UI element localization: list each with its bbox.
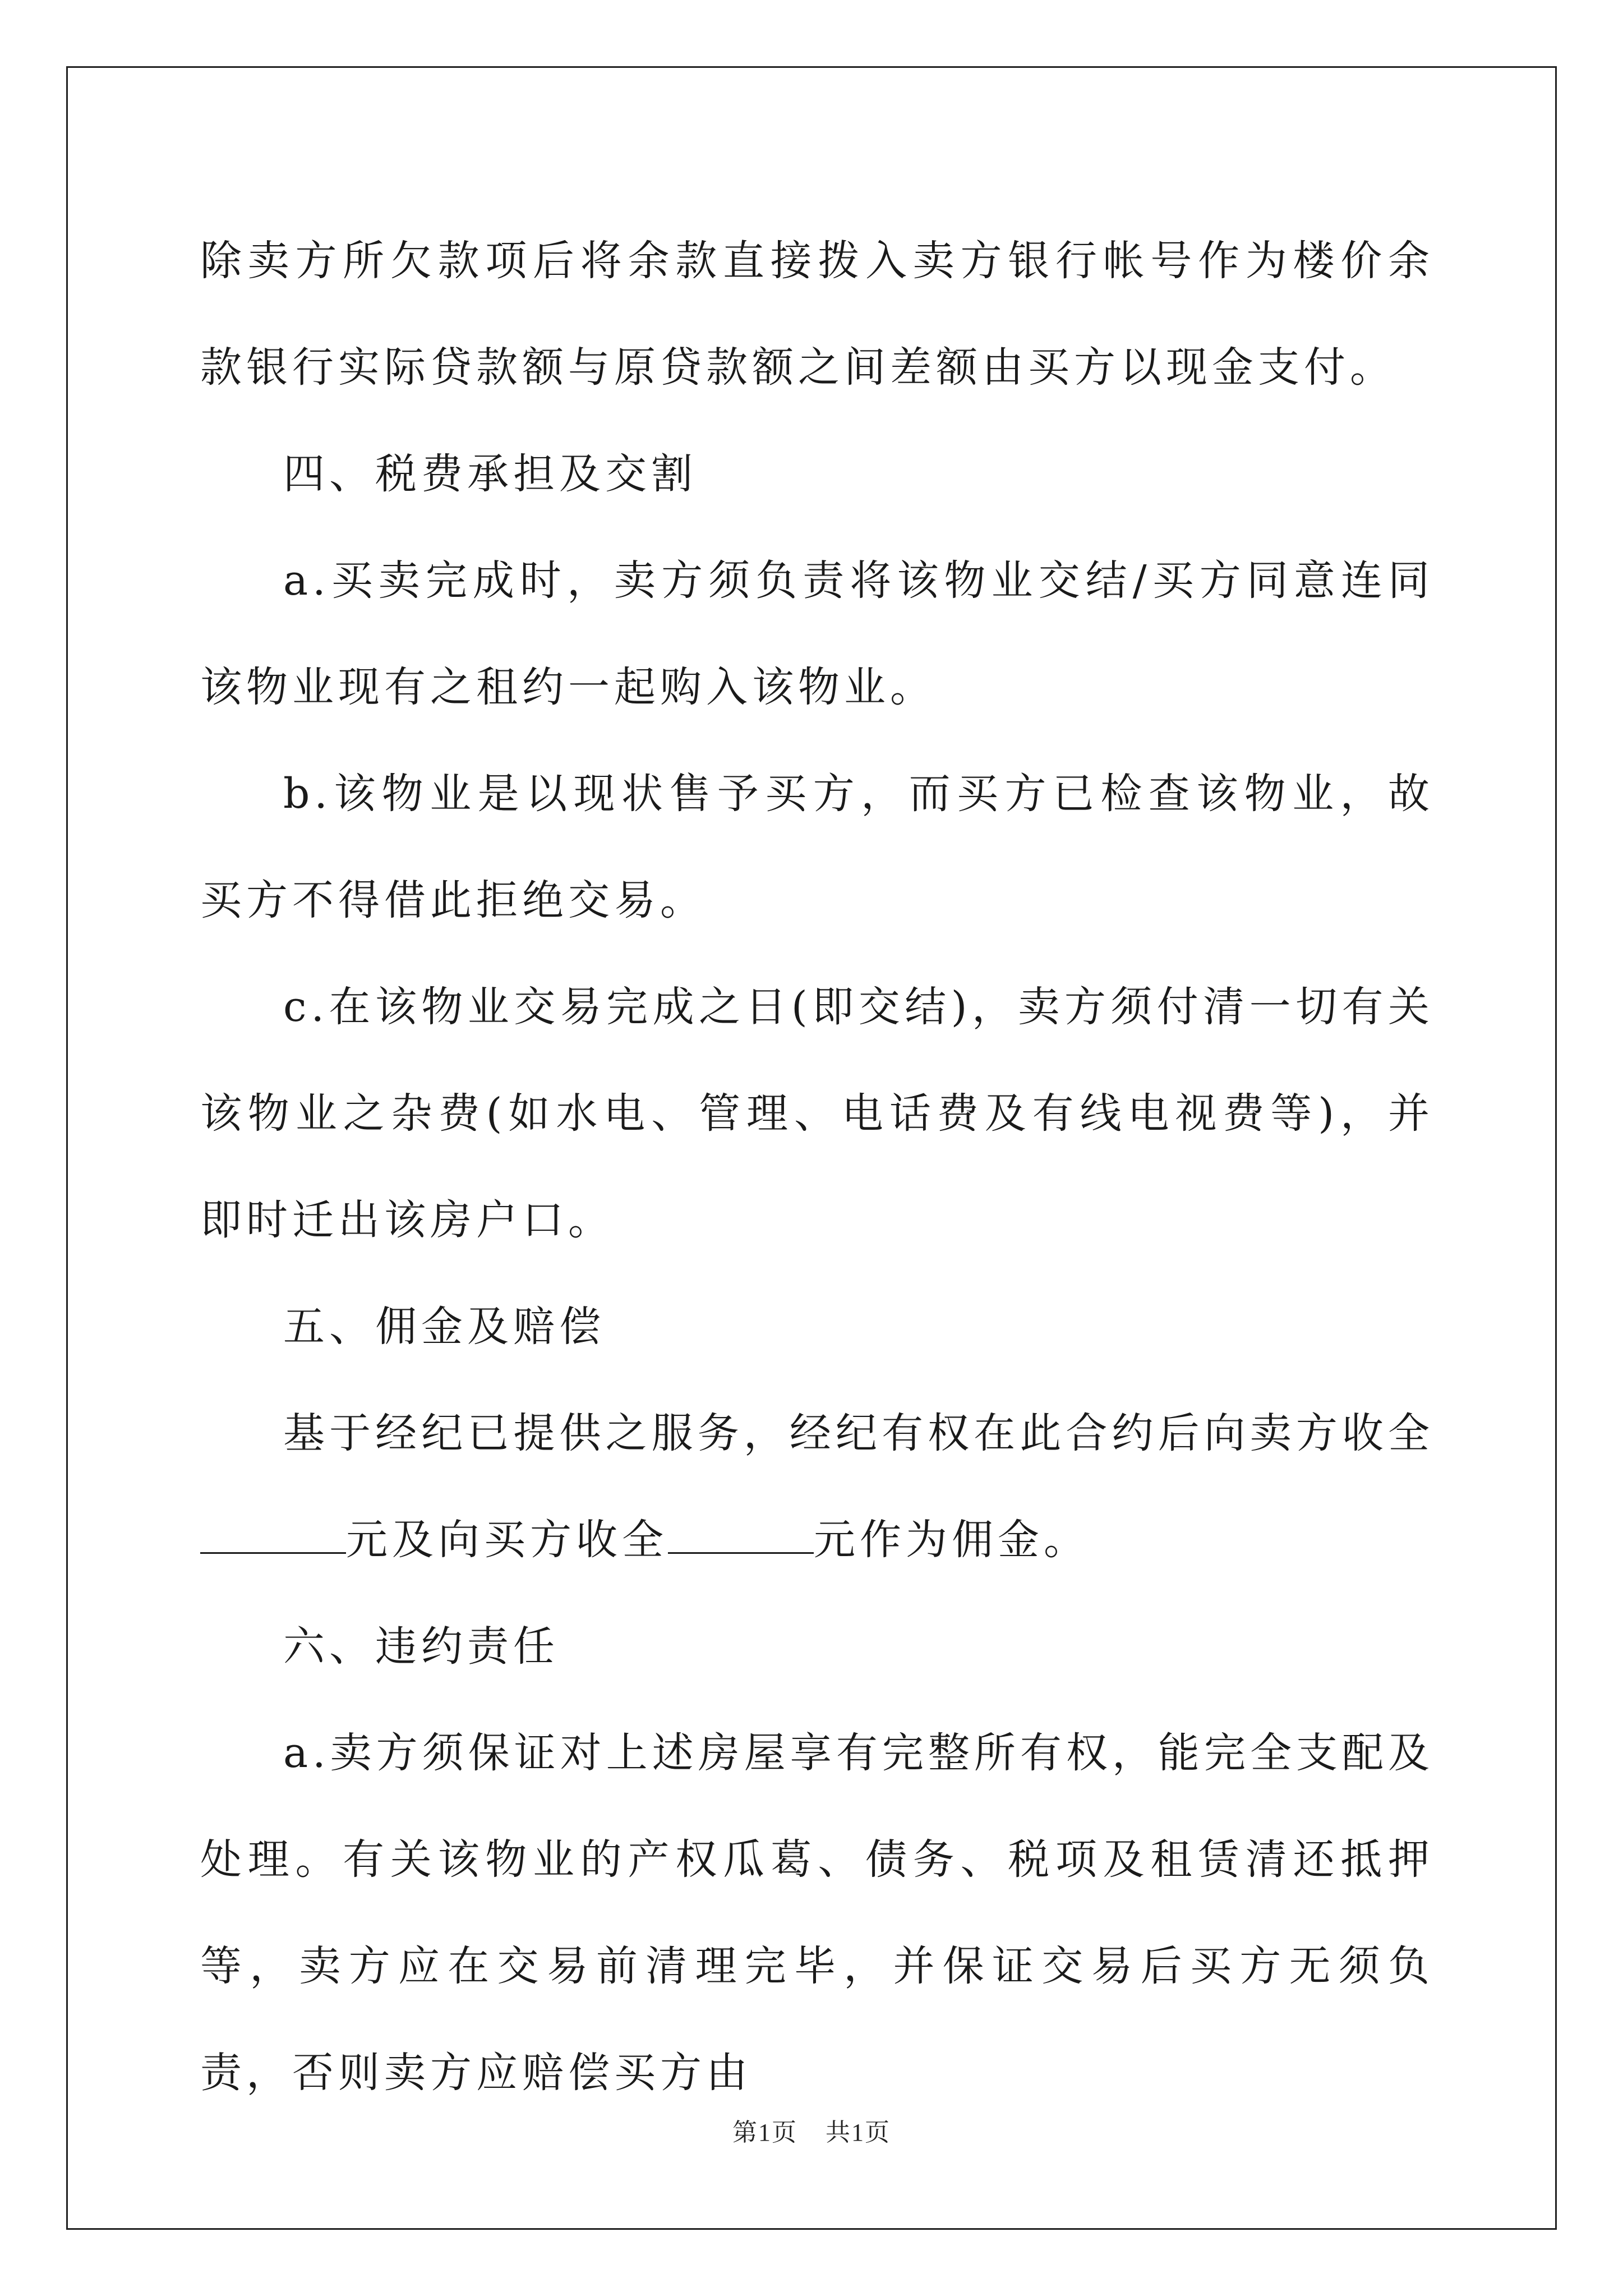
page-footer bbox=[0, 2112, 1623, 2148]
paragraph-commission bbox=[200, 1380, 1434, 1593]
commission-text-end: 元作为佣金。 bbox=[814, 1516, 1090, 1564]
paragraph-liability-a: a.卖方须保证对上述房屋享有完整所有权，能完全支配及处理。有关该物业的产权瓜葛、债务、税项及租赁清还抵押等，卖方应在交易前清理完毕，并保证交易后买方无须负责，否则卖方应赔偿买方由 bbox=[200, 1729, 1434, 2097]
paragraph-clause-b-as-is: b.该物业是以现状售予买方，而买方已检查该物业，故买方不得借此拒绝交易。 bbox=[200, 770, 1434, 924]
page-number-current: 第1页 bbox=[732, 2119, 797, 2146]
paragraph-clause-a-completion: a.买卖完成时，卖方须负责将该物业交结/买方同意连同该物业现有之租约一起购入该物业。 bbox=[200, 556, 1434, 711]
blank-seller-amount bbox=[200, 1520, 346, 1554]
commission-text-seller: 基于经纪已提供之服务，经纪有权在此合约后向卖方收全 bbox=[283, 1409, 1434, 1457]
document-body bbox=[200, 208, 1434, 2126]
page-number-total: 共1页 bbox=[826, 2119, 891, 2146]
section-heading-liability: 六、违约责任 bbox=[283, 1622, 559, 1671]
section-heading-taxes: 四、税费承担及交割 bbox=[283, 450, 697, 498]
paragraph-payment-continuation: 除卖方所欠款项后将余款直接拨入卖方银行帐号作为楼价余款银行实际贷款额与原贷款额之间差额由买方以现金支付。 bbox=[200, 237, 1434, 392]
section-heading-commission: 五、佣金及赔偿 bbox=[283, 1303, 605, 1351]
paragraph-clause-c-fees: c.在该物业交易完成之日(即交结)，卖方须付清一切有关该物业之杂费(如水电、管理、电话费及有线电视费等)，并即时迁出该房户口。 bbox=[200, 983, 1434, 1244]
commission-text-buyer: 元及向买方收全 bbox=[346, 1516, 668, 1564]
blank-buyer-amount bbox=[668, 1520, 814, 1554]
